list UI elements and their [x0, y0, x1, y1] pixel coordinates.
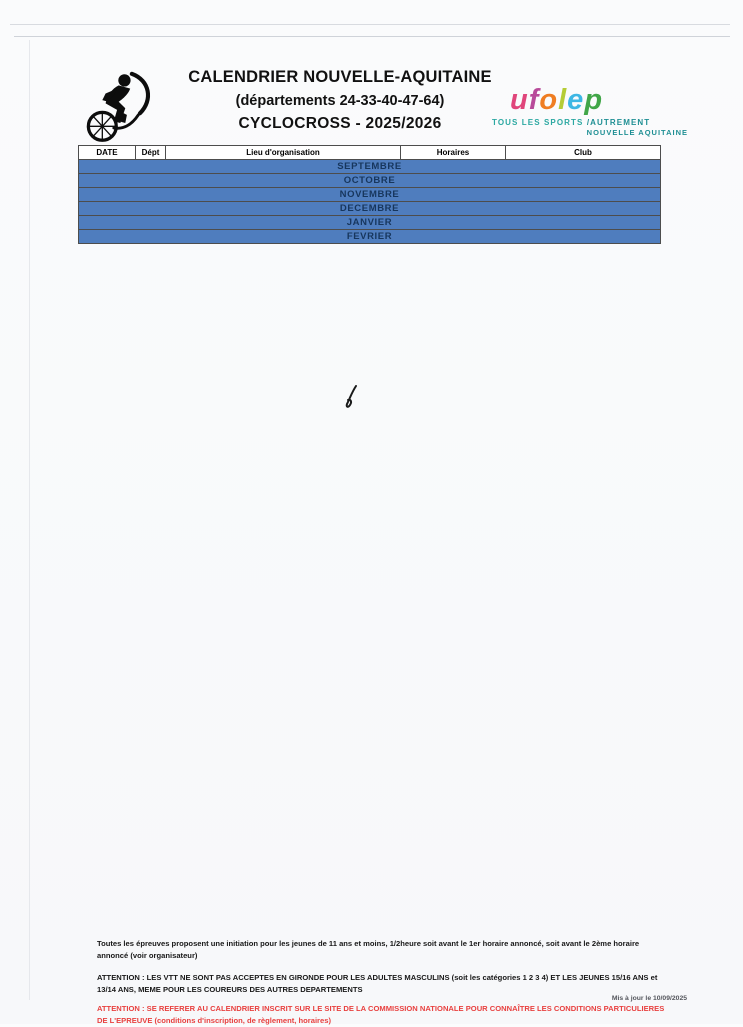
month-label: SEPTEMBRE: [79, 160, 661, 174]
col-header-club: Club: [506, 146, 661, 160]
note-initiation: Toutes les épreuves proposent une initiation pour les jeunes de 11 ans et moins, 1/2heure soit avant le 1er horaire annoncé, soit avant le 2ème horaire annoncé (voir organisateur): [97, 939, 640, 960]
calendar-table: [78, 145, 661, 244]
month-header-row: [79, 202, 661, 216]
month-header-row: [79, 174, 661, 188]
tagline-right: AUTREMENT: [590, 118, 651, 127]
col-header-horaires: Horaires: [401, 146, 506, 160]
title-line-2: (départements 24-33-40-47-64): [235, 93, 445, 109]
month-label: JANVIER: [79, 216, 661, 230]
col-header-lieu: Lieu d'organisation: [166, 146, 401, 160]
scan-artifact-line: [14, 36, 730, 37]
month-header-row: [79, 230, 661, 244]
ufolep-region: NOUVELLE AQUITAINE: [586, 128, 688, 137]
brand-letter: f: [528, 84, 540, 116]
brand-letter: o: [539, 84, 559, 116]
tagline-slash: /: [586, 118, 591, 127]
note-attention-red: ATTENTION : SE REFERER AU CALENDRIER INSCRIT SUR LE SITE DE LA COMMISSION NATIONALE POUR CONNAÎTRE LES CONDITIONS PARTICULIERES DE L'EPREUVE (conditions d'inscription, de règlement, horaires): [97, 1004, 665, 1025]
ink-mark: [338, 384, 364, 415]
updated-date: Mis à jour le 10/09/2025: [611, 995, 687, 1002]
month-header-row: [79, 160, 661, 174]
scan-artifact-line: [10, 24, 730, 25]
col-header-dept: Dépt: [136, 146, 166, 160]
title-line-3: CYCLOCROSS - 2025/2026: [238, 115, 442, 132]
title-line-1: CALENDRIER NOUVELLE-AQUITAINE: [188, 68, 492, 86]
brand-letter: e: [567, 84, 585, 116]
column-header-row: [79, 146, 661, 160]
brand-letter: u: [510, 84, 529, 116]
month-label: NOVEMBRE: [79, 188, 661, 202]
document-title: [175, 68, 505, 133]
month-header-row: [79, 188, 661, 202]
month-label: DECEMBRE: [79, 202, 661, 216]
scan-artifact-edge: [29, 40, 30, 1000]
col-header-date: DATE: [79, 146, 136, 160]
cyclocross-rider-icon: [80, 64, 164, 151]
ufolep-wordmark: [492, 86, 688, 115]
note-attention-vtt: ATTENTION : LES VTT NE SONT PAS ACCEPTES EN GIRONDE POUR LES ADULTES MASCULINS (soit les catégories 1 2 3 4) ET LES JEUNES 15/16 ANS et 13/14 ANS, MEME POUR LES COUREURS DES AUTRES DEPARTEMENTS: [97, 973, 658, 994]
ufolep-tagline: [492, 118, 688, 127]
brand-letter: l: [558, 84, 568, 116]
month-header-row: [79, 216, 661, 230]
month-label: FEVRIER: [79, 230, 661, 244]
tagline-left: TOUS LES SPORTS: [492, 118, 584, 127]
brand-letter: p: [584, 84, 604, 116]
month-label: OCTOBRE: [79, 174, 661, 188]
ufolep-logo: [492, 86, 688, 137]
